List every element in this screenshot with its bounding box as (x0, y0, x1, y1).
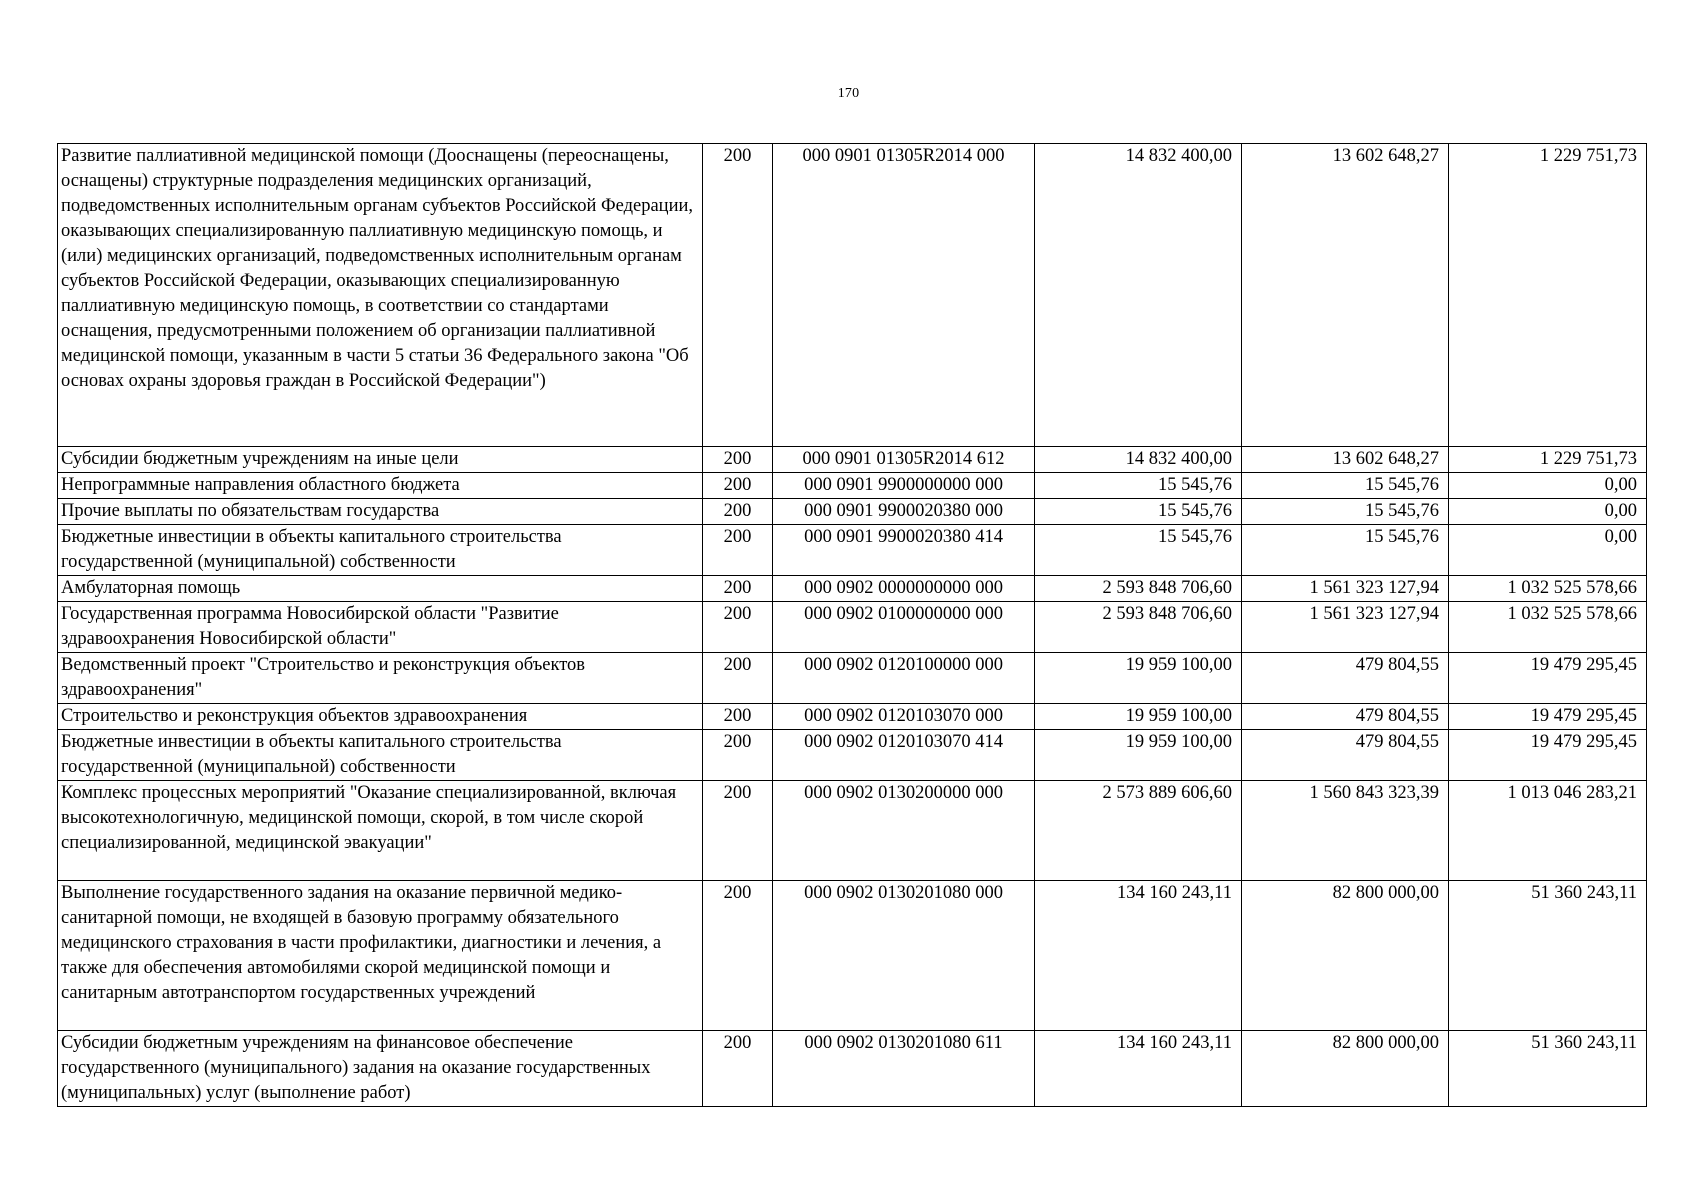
row-name: Бюджетные инвестиции в объекты капитального строительства государственной (муниципальной) собственности (58, 730, 703, 781)
table-row (58, 447, 1647, 473)
row-unexecuted: 1 032 525 578,66 (1449, 576, 1647, 602)
row-unexecuted: 51 360 243,11 (1449, 1031, 1647, 1107)
table-row (58, 525, 1647, 576)
table-row (58, 704, 1647, 730)
row-unexecuted: 19 479 295,45 (1449, 730, 1647, 781)
row-unexecuted: 1 229 751,73 (1449, 144, 1647, 447)
row-executed: 15 545,76 (1242, 473, 1449, 499)
row-executed: 15 545,76 (1242, 525, 1449, 576)
row-approved: 19 959 100,00 (1035, 730, 1242, 781)
row-approved: 134 160 243,11 (1035, 1031, 1242, 1107)
table-row (58, 602, 1647, 653)
row-unexecuted: 1 229 751,73 (1449, 447, 1647, 473)
row-kbk: 000 0902 0120103070 414 (773, 730, 1035, 781)
row-name: Строительство и реконструкция объектов здравоохранения (58, 704, 703, 730)
row-code: 200 (703, 499, 773, 525)
row-approved: 19 959 100,00 (1035, 704, 1242, 730)
row-executed: 13 602 648,27 (1242, 447, 1449, 473)
row-executed: 1 560 843 323,39 (1242, 781, 1449, 881)
row-kbk: 000 0902 0120103070 000 (773, 704, 1035, 730)
row-kbk: 000 0901 01305R2014 612 (773, 447, 1035, 473)
row-name: Прочие выплаты по обязательствам государства (58, 499, 703, 525)
row-name: Амбулаторная помощь (58, 576, 703, 602)
row-kbk: 000 0902 0100000000 000 (773, 602, 1035, 653)
row-code: 200 (703, 730, 773, 781)
row-code: 200 (703, 704, 773, 730)
row-kbk: 000 0901 9900020380 000 (773, 499, 1035, 525)
row-name: Развитие паллиативной медицинской помощи (Дооснащены (переоснащены, оснащены) структурные подразделения медицинских организаций, подведомственных исполнительным органам субъектов Российской Федерации, оказывающих специализированную паллиативную медицинскую помощь, и (или) медицинских организаций, подведомственных исполнительным органам субъектов Российской Федерации, оказывающих специализированную паллиативную медицинскую помощь, в соответствии со стандартами оснащения, предусмотренными положением об организации паллиативной медицинской помощи, указанным в части 5 статьи 36 Федерального закона "Об основах охраны здоровья граждан в Российской Федерации") (58, 144, 703, 447)
row-code: 200 (703, 473, 773, 499)
row-code: 200 (703, 653, 773, 704)
row-kbk: 000 0902 0120100000 000 (773, 653, 1035, 704)
row-approved: 15 545,76 (1035, 473, 1242, 499)
row-approved: 2 593 848 706,60 (1035, 576, 1242, 602)
row-approved: 14 832 400,00 (1035, 447, 1242, 473)
row-unexecuted: 0,00 (1449, 473, 1647, 499)
table-row (58, 881, 1647, 1031)
row-executed: 479 804,55 (1242, 653, 1449, 704)
table-row (58, 473, 1647, 499)
row-code: 200 (703, 881, 773, 1031)
table-row (58, 499, 1647, 525)
row-code: 200 (703, 576, 773, 602)
row-kbk: 000 0902 0000000000 000 (773, 576, 1035, 602)
row-unexecuted: 0,00 (1449, 499, 1647, 525)
row-kbk: 000 0902 0130201080 000 (773, 881, 1035, 1031)
page-number: 170 (837, 86, 860, 101)
row-kbk: 000 0901 01305R2014 000 (773, 144, 1035, 447)
row-approved: 19 959 100,00 (1035, 653, 1242, 704)
row-approved: 134 160 243,11 (1035, 881, 1242, 1031)
row-executed: 13 602 648,27 (1242, 144, 1449, 447)
row-name: Комплекс процессных мероприятий "Оказание специализированной, включая высокотехнологичную, медицинской помощи, скорой, в том числе скорой специализированной, медицинской эвакуации" (58, 781, 703, 881)
table-row (58, 1031, 1647, 1107)
table-row (58, 144, 1647, 447)
row-name: Субсидии бюджетным учреждениям на финансовое обеспечение государственного (муниципального) задания на оказание государственных (муниципальных) услуг (выполнение работ) (58, 1031, 703, 1107)
row-approved: 15 545,76 (1035, 525, 1242, 576)
row-kbk: 000 0901 9900020380 414 (773, 525, 1035, 576)
row-name: Непрограммные направления областного бюджета (58, 473, 703, 499)
row-code: 200 (703, 1031, 773, 1107)
row-kbk: 000 0902 0130201080 611 (773, 1031, 1035, 1107)
table-row (58, 576, 1647, 602)
table-row (58, 653, 1647, 704)
row-code: 200 (703, 602, 773, 653)
row-unexecuted: 1 013 046 283,21 (1449, 781, 1647, 881)
row-executed: 15 545,76 (1242, 499, 1449, 525)
row-unexecuted: 1 032 525 578,66 (1449, 602, 1647, 653)
row-name: Бюджетные инвестиции в объекты капитального строительства государственной (муниципальной) собственности (58, 525, 703, 576)
row-name: Ведомственный проект "Строительство и реконструкция объектов здравоохранения" (58, 653, 703, 704)
row-code: 200 (703, 447, 773, 473)
row-executed: 82 800 000,00 (1242, 881, 1449, 1031)
row-approved: 2 573 889 606,60 (1035, 781, 1242, 881)
row-executed: 82 800 000,00 (1242, 1031, 1449, 1107)
row-code: 200 (703, 525, 773, 576)
row-name: Выполнение государственного задания на оказание первичной медико-санитарной помощи, не входящей в базовую программу обязательного медицинского страхования в части профилактики, диагностики и лечения, а также для обеспечения автомобилями скорой медицинской помощи и санитарным автотранспортом государственных учреждений (58, 881, 703, 1031)
row-executed: 1 561 323 127,94 (1242, 576, 1449, 602)
table-row (58, 730, 1647, 781)
row-unexecuted: 19 479 295,45 (1449, 704, 1647, 730)
row-unexecuted: 0,00 (1449, 525, 1647, 576)
row-name: Государственная программа Новосибирской области "Развитие здравоохранения Новосибирской области" (58, 602, 703, 653)
row-name: Субсидии бюджетным учреждениям на иные цели (58, 447, 703, 473)
row-executed: 1 561 323 127,94 (1242, 602, 1449, 653)
row-unexecuted: 19 479 295,45 (1449, 653, 1647, 704)
row-executed: 479 804,55 (1242, 704, 1449, 730)
table-row (58, 781, 1647, 881)
row-code: 200 (703, 781, 773, 881)
row-executed: 479 804,55 (1242, 730, 1449, 781)
row-kbk: 000 0902 0130200000 000 (773, 781, 1035, 881)
row-approved: 14 832 400,00 (1035, 144, 1242, 447)
row-kbk: 000 0901 9900000000 000 (773, 473, 1035, 499)
row-approved: 15 545,76 (1035, 499, 1242, 525)
row-code: 200 (703, 144, 773, 447)
budget-execution-table (57, 143, 1647, 1107)
row-approved: 2 593 848 706,60 (1035, 602, 1242, 653)
row-unexecuted: 51 360 243,11 (1449, 881, 1647, 1031)
